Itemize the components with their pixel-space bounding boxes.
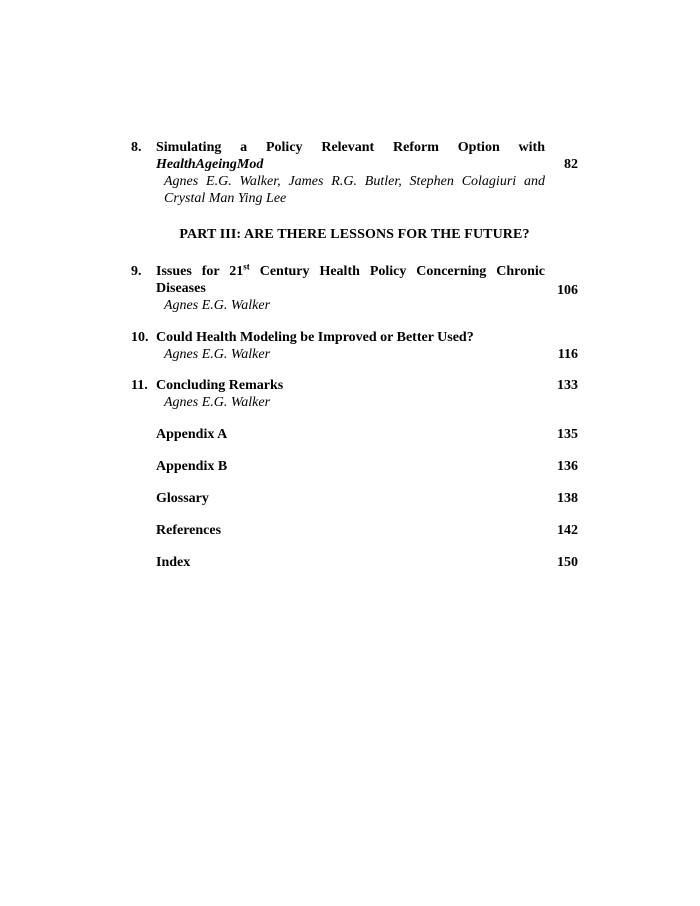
entry-title-line1 [156, 263, 545, 280]
entry-title-line2: HealthAgeingMod [156, 157, 264, 172]
toc-entry-10[interactable] [131, 329, 578, 365]
entry-authors-line2: Crystal Man Ying Lee [164, 191, 287, 206]
entry-title-superscript: st [243, 261, 250, 272]
entry-label: Glossary [156, 491, 209, 506]
entry-title: Could Health Modeling be Improved or Better Used? [156, 330, 474, 345]
entry-page-number: 82 [564, 157, 578, 172]
entry-label: Appendix A [156, 427, 228, 442]
toc-entry-8[interactable] [131, 139, 578, 209]
entry-number: 10. [131, 330, 149, 345]
entry-page-number: 116 [557, 347, 578, 362]
entry-title-line1: Simulating a Policy Relevant Reform Option with [156, 140, 545, 155]
entry-number: 9. [131, 264, 142, 279]
entry-title-text-rest: Century Health Policy Concerning Chronic [249, 264, 545, 279]
entry-title: Concluding Remarks [156, 378, 284, 393]
part-heading: PART III: ARE THERE LESSONS FOR THE FUTURE? [179, 227, 530, 242]
entry-label: Index [156, 555, 191, 570]
entry-page-number: 138 [557, 491, 578, 506]
entry-label: Appendix B [156, 459, 228, 474]
entry-page-number: 142 [557, 523, 578, 538]
entry-page-number: 133 [557, 378, 578, 393]
entry-authors [156, 173, 545, 207]
entry-authors: Agnes E.G. Walker [164, 347, 271, 362]
toc-entry-9[interactable] [131, 263, 578, 315]
entry-page-number: 136 [557, 459, 578, 474]
entry-title-line2: Diseases [156, 281, 206, 296]
entry-authors: Agnes E.G. Walker [164, 298, 271, 313]
entry-authors: Agnes E.G. Walker [164, 395, 271, 410]
entry-page-number: 135 [557, 427, 578, 442]
entry-authors-line1: Agnes E.G. Walker, James R.G. Butler, Stephen Colagiuri and [164, 174, 545, 189]
entry-label: References [156, 523, 222, 538]
entry-title-text: Issues for 21 [156, 264, 244, 279]
entry-number: 11. [131, 378, 148, 393]
toc-entry-11[interactable] [131, 377, 578, 413]
entry-page-number: 150 [557, 555, 578, 570]
entry-page-number: 106 [557, 283, 578, 298]
entry-number: 8. [131, 140, 142, 155]
